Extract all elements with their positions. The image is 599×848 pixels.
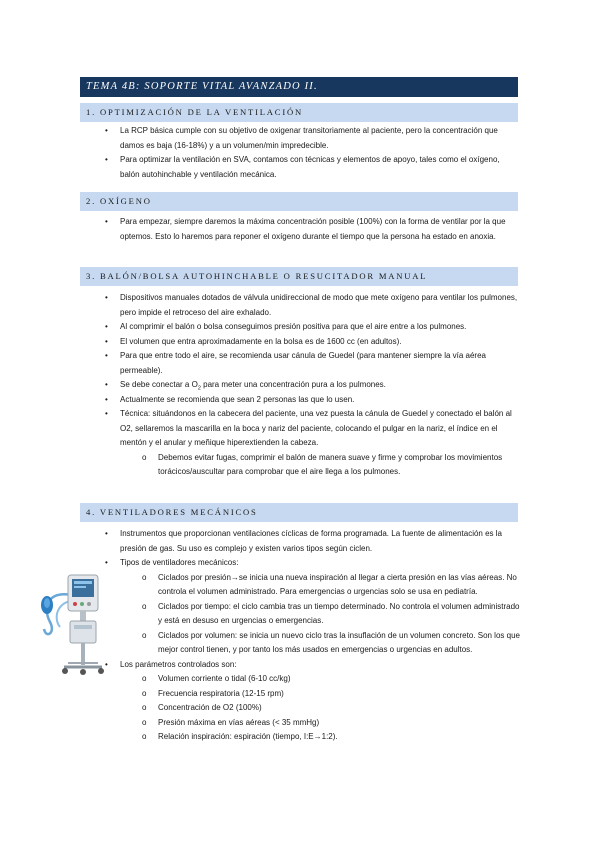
sub-list-item: o Ciclados por volumen: se inicia un nuevo ciclo tras la insuflación de un volumen concreto. Son los que mejor control tienen, y por tanto los más usados en emergencias o urgencias en adultos.: [142, 630, 520, 654]
section-2-content: [80, 215, 520, 244]
sub-list-item: o Ciclados por presión→se inicia una nueva inspiración al llegar a cierta presión en las vías aéreas. No controla el volumen administrado. Para emergencias o urgencias solo se usa en pediatría.: [142, 572, 517, 596]
sub-list-item: o Frecuencia respiratoria (12-15 rpm): [142, 688, 284, 698]
section-1-content: [80, 124, 520, 182]
section-heading-4: 4. VENTILADORES MECÁNICOS: [80, 503, 518, 522]
section-3-content: [80, 291, 520, 480]
section-4-content: [80, 527, 520, 745]
list-item: • Instrumentos que proporcionan ventilaciones cíclicas de forma programada. La fuente de alimentación es la presión de gas. Su uso es complejo y existen varios tipos según ciclen.: [105, 529, 502, 553]
list-item: • Se debe conectar a $O_2$ para meter una concentración pura a los pulmones.: [105, 380, 386, 392]
sub-list-item: o Debemos evitar fugas, comprimir el balón de manera suave y firme y comprobar los movimientos torácicos/auscultar para comprobar que el aire llega a los pulmones.: [142, 452, 503, 476]
list-item: • Para empezar, siempre daremos la máxima concentración posible (100%) con la forma de ventilar por la que optemos. Esto lo haremos para reponer el oxígeno durante el tiempo que la persona ha estado en anoxia.: [105, 217, 506, 241]
sub-list-item: o Ciclados por tiempo: el ciclo cambia tras un tiempo determinado. No controla el volumen administrado y está en desuso en urgencias o emergencias.: [142, 601, 520, 625]
sub-list-item: o Volumen corriente o tidal (6-10 cc/kg): [142, 674, 291, 683]
list-item: • Para optimizar la ventilación en SVA, contamos con técnicas y elementos de apoyo, tales como el oxígeno, balón autohinchable y ventilación mecánica.: [105, 155, 500, 179]
list-item: • Al comprimir el balón o bolsa conseguimos presión positiva para que el aire entre a los pulmones.: [105, 322, 467, 331]
section-heading-1: 1. OPTIMIZACIÓN DE LA VENTILACIÓN: [80, 103, 518, 122]
list-item: • Actualmente se recomienda que sean 2 personas las que lo usen.: [105, 394, 355, 404]
list-item: • Técnica: situándonos en la cabecera del paciente, una vez puesta la cánula de Guedel y conectado el balón al O2, sellaremos la mascarilla en la boca y nariz del paciente, colocando el pulgar en la nariz, el índice en el mentón y el anular y meñique hiperextienden la cabeza.: [105, 409, 512, 447]
sub-list-item: o Presión máxima en vías aéreas (< 35 mmHg): [142, 717, 320, 727]
sub-list-item: o Relación inspiración: espiración (tiempo, I:E→1:2).: [142, 732, 338, 741]
sub-list-item: o Concentración de O2 (100%): [142, 703, 262, 712]
list-item: • Tipos de ventiladores mecánicos:: [105, 558, 239, 567]
list-item: • Los parámetros controlados son:: [105, 659, 237, 669]
mechanical-ventilator-icon: [38, 567, 108, 679]
list-item: • Para que entre todo el aire, se recomienda usar cánula de Guedel (para mantener siempre la vía aérea permeable).: [105, 351, 486, 375]
list-item: • Dispositivos manuales dotados de válvula unidireccional de modo que mete oxígeno para ventilar los pulmones, pero impide el retroceso del aire exhalado.: [105, 293, 518, 317]
section-heading-3: 3. BALÓN/BOLSA AUTOHINCHABLE O RESUCITADOR MANUAL: [80, 267, 518, 286]
section-heading-2: 2. OXÍGENO: [80, 192, 518, 211]
document-title: TEMA 4B: SOPORTE VITAL AVANZADO II.: [80, 77, 518, 97]
list-item: • La RCP básica cumple con su objetivo de oxigenar transitoriamente al paciente, pero la concentración que damos es baja (16-18%) y a un volumen/min impredecible.: [105, 126, 498, 150]
list-item: • El volumen que entra aproximadamente en la bolsa es de 1600 cc (en adultos).: [105, 336, 402, 346]
